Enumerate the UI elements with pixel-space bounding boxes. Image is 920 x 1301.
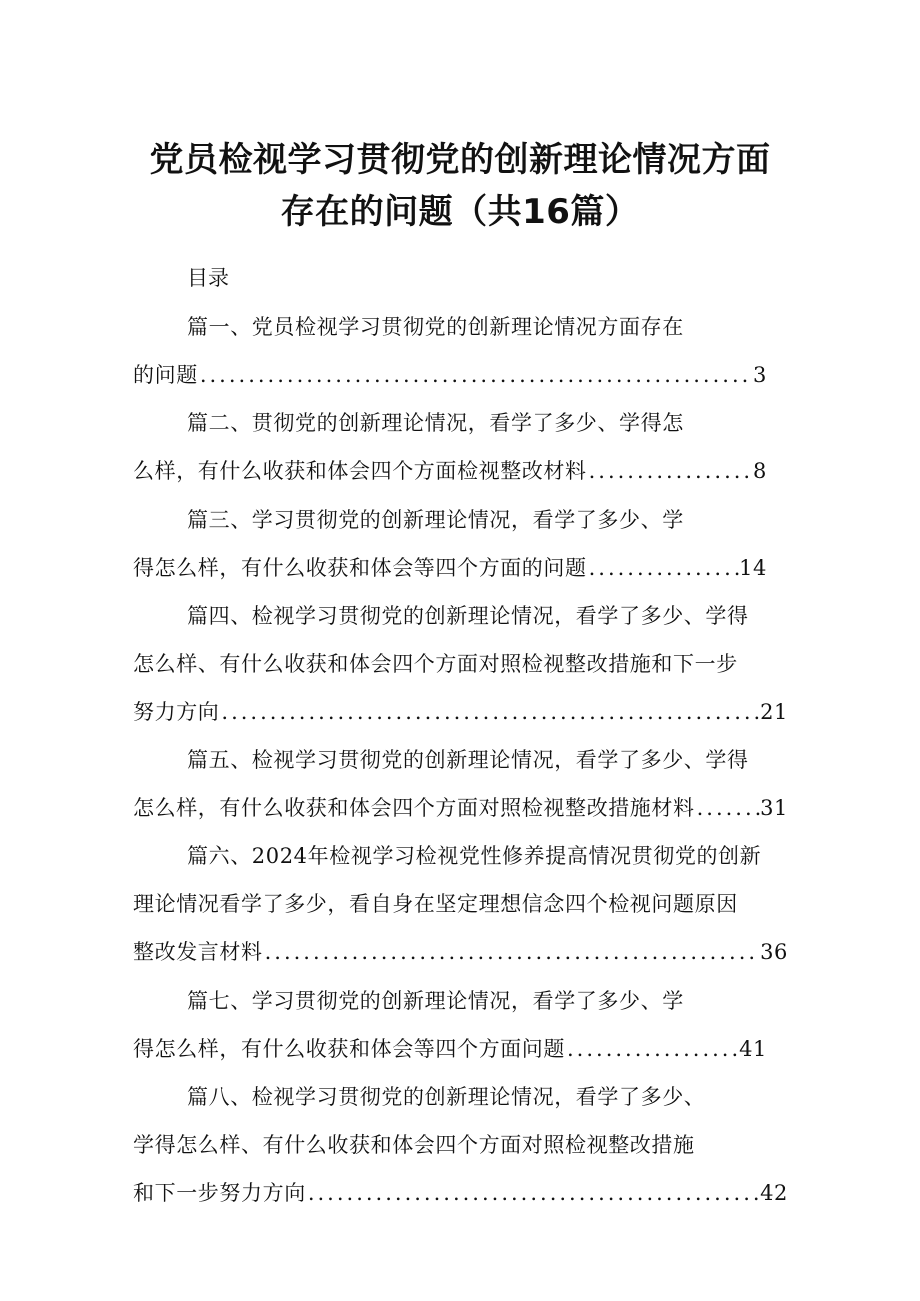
toc-entry-8-line-3	[133, 1178, 788, 1208]
toc-entry-4-line-2	[133, 649, 788, 679]
toc-page-number: 3	[753, 363, 767, 387]
toc-entry-text: 么样，有什么收获和体会四个方面检视整改材料	[133, 459, 587, 483]
toc-entry-3-line-2	[133, 553, 767, 583]
toc-entry-text: 篇一、党员检视学习贯彻党的创新理论情况方面存在	[187, 315, 684, 339]
document-title-line-1: 党员检视学习贯彻党的创新理论情况方面	[149, 140, 771, 180]
toc-entry-6-line-3	[133, 937, 788, 967]
toc-page-number: 31	[760, 796, 788, 820]
toc-page-number: 8	[753, 459, 767, 483]
toc-entry-4-line-1	[187, 601, 788, 631]
toc-entry-text: 篇七、学习贯彻党的创新理论情况，看学了多少、学	[187, 989, 684, 1013]
toc-entry-5-line-1	[187, 745, 788, 775]
toc-dot-leader	[587, 456, 753, 486]
toc-entry-text: 篇六、2024年检视学习检视党性修养提高情况贯彻党的创新	[187, 844, 762, 868]
toc-entry-2-line-2	[133, 456, 767, 486]
toc-entry-6-line-2	[133, 889, 788, 919]
toc-entry-text: 怎么样，有什么收获和体会四个方面对照检视整改措施材料	[133, 796, 695, 820]
toc-page-number: 14	[739, 556, 767, 580]
toc-page-number: 36	[760, 940, 788, 964]
toc-entry-3-line-1	[187, 505, 767, 535]
document-title-line-2: 存在的问题（共16篇）	[280, 192, 640, 232]
toc-entry-text: 怎么样、有什么收获和体会四个方面对照检视整改措施和下一步	[133, 652, 738, 676]
toc-entry-7-line-2	[133, 1034, 767, 1064]
toc-dot-leader	[219, 697, 760, 727]
toc-dot-leader	[565, 1034, 739, 1064]
toc-dot-leader	[587, 553, 739, 583]
toc-entry-2-line-1	[187, 408, 767, 438]
toc-entry-text: 理论情况看学了多少，看自身在坚定理想信念四个检视问题原因	[133, 892, 738, 916]
toc-entry-text: 篇三、学习贯彻党的创新理论情况，看学了多少、学	[187, 508, 684, 532]
toc-entry-1-line-2	[133, 360, 767, 390]
toc-entry-text: 篇四、检视学习贯彻党的创新理论情况，看学了多少、学得	[187, 604, 749, 628]
toc-entry-text: 学得怎么样、有什么收获和体会四个方面对照检视整改措施	[133, 1133, 695, 1157]
toc-entry-text: 篇五、检视学习贯彻党的创新理论情况，看学了多少、学得	[187, 748, 749, 772]
toc-entry-text: 整改发言材料	[133, 940, 263, 964]
toc-entry-text: 得怎么样，有什么收获和体会等四个方面的问题	[133, 556, 587, 580]
toc-entry-text: 的问题	[133, 363, 198, 387]
toc-entry-7-line-1	[187, 986, 767, 1016]
toc-dot-leader	[263, 937, 760, 967]
toc-dot-leader	[306, 1178, 760, 1208]
toc-entry-text: 和下一步努力方向	[133, 1181, 306, 1205]
toc-entry-8-line-2	[133, 1130, 788, 1160]
toc-entry-text: 篇二、贯彻党的创新理论情况，看学了多少、学得怎	[187, 411, 684, 435]
toc-entry-text: 努力方向	[133, 700, 220, 724]
toc-dot-leader	[695, 793, 760, 823]
toc-entry-5-line-2	[133, 793, 788, 823]
toc-dot-leader	[198, 360, 753, 390]
toc-page-number: 21	[760, 700, 788, 724]
toc-entry-8-line-1	[187, 1082, 788, 1112]
toc-page-number: 42	[760, 1181, 788, 1205]
toc-entry-1-line-1	[187, 312, 767, 342]
toc-heading: 目录	[187, 266, 229, 290]
toc-entry-text: 篇八、检视学习贯彻党的创新理论情况，看学了多少、	[187, 1085, 706, 1109]
toc-entry-4-line-3	[133, 697, 788, 727]
toc-entry-text: 得怎么样，有什么收获和体会等四个方面问题	[133, 1037, 565, 1061]
toc-page-number: 41	[739, 1037, 767, 1061]
toc-entry-6-line-1	[187, 841, 788, 871]
